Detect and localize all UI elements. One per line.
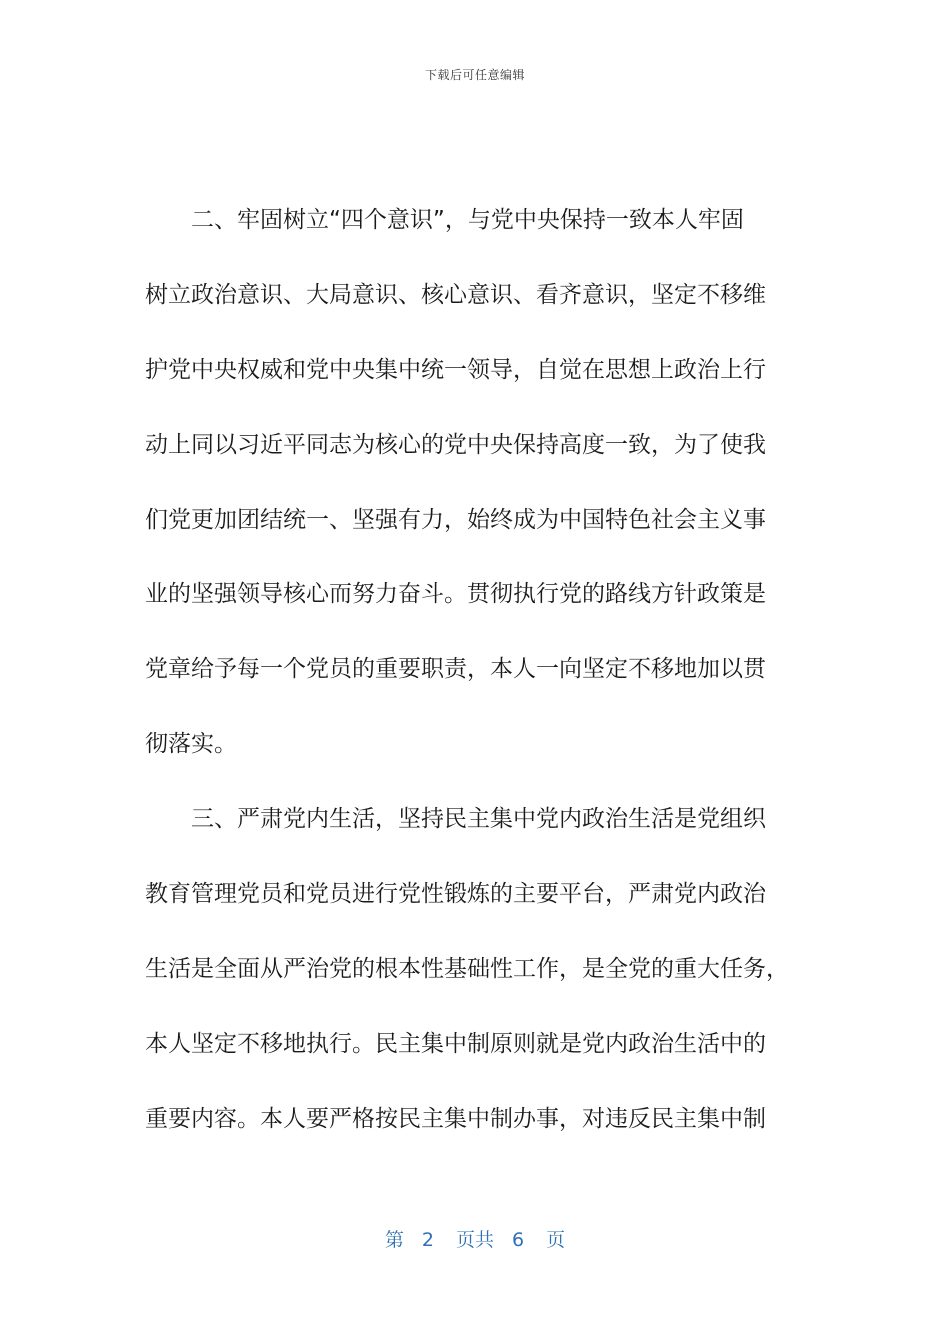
paragraph-line: 树立政治意识、大局意识、核心意识、看齐意识，坚定不移维 [145, 281, 766, 308]
header-note: 下载后可任意编辑 [424, 68, 525, 82]
paragraph-line: 三、严肃党内生活，坚持民主集中党内政治生活是党组织 [191, 806, 766, 833]
footer-current-page: 2 [421, 1229, 434, 1251]
paragraph-line: 本人坚定不移地执行。民主集中制原则就是党内政治生活中的 [145, 1030, 766, 1057]
paragraph-line: 二、牢固树立“四个意识”，与党中央保持一致本人牢固 [191, 207, 744, 233]
paragraph-line: 业的坚强领导核心而努力奋斗。贯彻执行党的路线方针政策是 [145, 581, 766, 608]
paragraph-line: 党章给予每一个党员的重要职责，本人一向坚定不移地加以贯 [145, 656, 766, 683]
footer-suffix: 页 [546, 1229, 566, 1251]
paragraph-line: 重要内容。本人要严格按民主集中制办事，对违反民主集中制 [145, 1105, 766, 1132]
paragraph-line: 动上同以习近平同志为核心的党中央保持高度一致，为了使我 [145, 431, 766, 458]
paragraph-line: 彻落实。 [145, 731, 237, 758]
paragraph-line: 生活是全面从严治党的根本性基础性工作，是全党的重大任务， [145, 955, 789, 982]
footer-middle: 页共 [455, 1229, 494, 1251]
paragraph-line: 教育管理党员和党员进行党性锻炼的主要平台，严肃党内政治 [145, 881, 766, 908]
paragraph-line: 们党更加团结统一、坚强有力，始终成为中国特色社会主义事 [145, 506, 766, 533]
page-footer [0, 1225, 950, 1252]
document-body [145, 194, 793, 1168]
paragraph-line: 护党中央权威和党中央集中统一领导，自觉在思想上政治上行 [145, 356, 766, 383]
footer-prefix: 第 [384, 1229, 404, 1251]
footer-total-pages: 6 [512, 1229, 525, 1251]
